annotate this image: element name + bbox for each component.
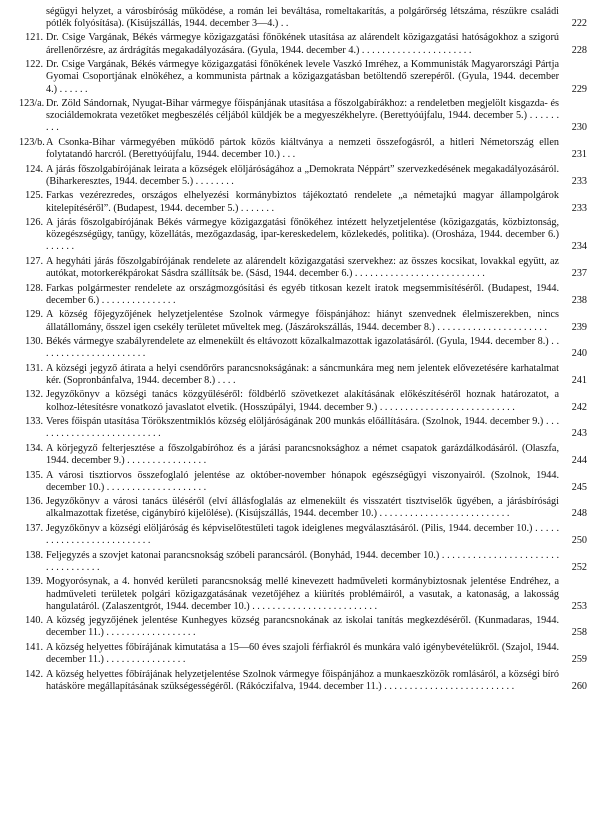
entry-number: 139. [25,576,43,588]
entry-page-number: 258 [571,627,587,639]
entry-title: Farkas vezérezredes, országos elhelyezési kormánybiztos tájékoztató rendelete „a németajkú magyar állampolgárok kitelepítéséről”. (Budapest, 1944. december 5.) . . . . . . . [46,190,559,214]
toc-entry [19,256,587,280]
entry-number: 123/b. [19,136,45,148]
entry-list [19,32,587,693]
entry-page-number: 244 [571,455,587,467]
toc-entry [19,642,587,666]
entry-title: Dr. Csige Vargának, Békés vármegye közigazgatási főnökének utasítása az alárendelt közigazgatási hatóságokhoz a szigorú árellenőrzésre, az árdrágítás megakadályozására. (Gyula, 1944. december 4.) . . . . . . . . . . . . . . . . . . . . . . [46,32,559,56]
entry-number: 128. [25,282,43,294]
entry-number: 124. [25,163,43,175]
entry-title: A községi jegyző átirata a helyi csendőrőrs parancsnokságának: a sáncmunkára meg nem jelentek elővezetésére karhatalmat kér. (Sopronbánfalva, 1944. december 8.) . . . . [46,362,559,386]
entry-title: Jegyzőkönyv a községi tanács közgyűléséről: földbérlő szövetkezet alakításának előkészítéséről hoznak határozatot, a kolhoz-létesítésre vonatkozó javaslatot elvetik. (Hosszúpályi, 1944. december 9.) . . . . . . . . . . . . . . . . . . . . . . . . . . . [46,389,559,413]
toc-entry [19,98,587,135]
toc-entry [19,496,587,520]
toc-entry [19,363,587,387]
entry-page-number: 252 [571,561,587,573]
entry-page-number: 233 [571,175,587,187]
entry-number: 132. [25,389,43,401]
continuation-entry [19,6,587,30]
entry-title: A hegyháti járás főszolgabírójának rendelete az alárendelt közigazgatási szervekhez: az összes kocsikat, lovakkal együtt, az autókat, motorkerékpárokat Sásdra szállítsák be. (Sásd, 1944. december 6.) . . . . . . . . . . . . . . . . . . . . . . . . . . [46,255,559,280]
entry-number: 121. [25,32,43,44]
entry-title: A városi tisztiorvos összefoglaló jelentése az október-november hónapok egészségügyi viszonyairól. (Szolnok, 1944. december 10.) . . . . . . . . . . . . . . . . . . . . [46,469,559,493]
entry-number: 123/a. [19,98,45,110]
toc-entry [19,470,587,494]
toc-entry [19,336,587,360]
entry-title: Feljegyzés a szovjet katonai parancsnokság szóbeli parancsáról. (Bonyhád, 1944. december 10.) . . . . . . . . . . . . . . . . . . . . . . . . . . . . . . . . . . [46,549,559,573]
toc-entry [19,669,587,693]
entry-page-number: 233 [571,202,587,214]
toc-entry [19,309,587,333]
entry-number: 137. [25,522,43,534]
toc-entry [19,164,587,188]
toc-entry [19,615,587,639]
toc-entry [19,389,587,413]
entry-page-number: 229 [571,83,587,95]
entry-page-number: 237 [571,268,587,280]
entry-page-number: 238 [571,294,587,306]
entry-title: Jegyzőkönyv a városi tanács üléséről (elví állásfoglalás az elmenekült és visszatért tisztviselők ügyében, a járásbírósági alkalmazottak fizetése, cigánybíró kijelölése). (Kisújszállás, 1944. december 10.) . . . . . . . . . . . . . . . . . . . . . . . . . . [46,496,559,520]
entry-page-number: 245 [571,481,587,493]
entry-page-number: 231 [571,149,587,161]
entry-title: A járás főszolgabírójának leirata a községek elöljáróságához a „Demokrata Néppárt” szervezkedésének megakadályozásáról. (Biharkeresztes, 1944. december 5.) . . . . . . . . [46,163,559,187]
entry-title: Mogyorósynak, a 4. honvéd kerületi parancsnokság mellé kinevezett hadműveleti kormánybiztosnak jelentése Endréhez, a hadműveleti területek polgári közigazgatásának vezetőjéhez a kiürítés problémáiról, a vasutak, a katonaság, a lakosság hangulatáról. (Zalaszentgrót, 1944. december 10.) . . . . . . . . . . . . . . . . . . . . . . . . . [46,576,559,612]
toc-entry [19,443,587,467]
entry-number: 125. [25,190,43,202]
entry-title: A község helyettes főbírájának helyzetjelentése Szolnok vármegye főispánjához a munkaeszközök romlásáról, a községi bíró hatásköre megállapításának szükségességéről. (Rákóczifalva, 1944. december 11.) . . . . . . . . . . . . . . . . . . . . . . . . . . [46,668,559,692]
continuation-page-number: 222 [571,18,587,30]
entry-title: A község jegyzőjének jelentése Kunhegyes község parancsnokának az iskolai tanítás megkezdéséről. (Kunmadaras, 1944. december 11.) . . . . . . . . . . . . . . . . . . [46,615,559,639]
entry-page-number: 250 [571,535,587,547]
entry-title: A körjegyző felterjesztése a főszolgabíróhoz és a járási parancsnoksághoz a német csapatok garázdálkodásáról. (Olaszfa, 1944. december 9.) . . . . . . . . . . . . . . . . [46,442,559,467]
toc-entry [19,217,587,254]
entry-page-number: 239 [571,321,587,333]
entry-title: Dr. Csige Vargának, Békés vármegye közigazgatási főnökének levele Vaszkó Imréhez, a Kommunisták Magyarországi Pártja Gyomai Csoportjának elnökéhez, a kommunista pártnak a közigazgatásban betöltendő szerepéről. (Gyula, 1944. december 4.) . . . . . . [46,59,559,95]
toc-entry [19,283,587,307]
entry-title: Dr. Zöld Sándornak, Nyugat-Bihar vármegye főispánjának utasítása a főszolgabírákhoz: a rendeletben megjelölt kisgazda- és szociáldemokrata vezetőket megbeszélés céljából küldjék be a megyeszékhelyre. (Berettyóújfalu, 1944. december 5.) . . . . . . . . . [46,98,559,134]
toc-entry [19,32,587,56]
entry-page-number: 234 [571,241,587,253]
toc-entry [19,416,587,440]
toc-entry [19,576,587,613]
entry-page-number: 241 [571,374,587,386]
entry-page-number: 230 [571,122,587,134]
entry-number: 136. [25,496,43,508]
entry-number: 126. [25,217,43,229]
table-of-contents [19,6,587,695]
entry-number: 122. [25,59,43,71]
entry-number: 138. [25,549,43,561]
entry-page-number: 228 [571,44,587,56]
toc-entry [19,523,587,547]
entry-title: Veres főispán utasítása Törökszentmiklós község elöljáróságának 200 munkás előállítására. (Szolnok, 1944. december 9.) . . . . . . . . . . . . . . . . . . . . . . . . . . [46,416,559,440]
entry-page-number: 248 [571,508,587,520]
entry-number: 131. [25,362,43,374]
entry-number: 141. [25,641,43,653]
entry-number: 129. [25,309,43,321]
entry-title: Békés vármegye szabályrendelete az elmenekült és eltávozott közalkalmazottak igazolatásáról. (Gyula, 1944. december 8.) . . . . . . . . . . . . . . . . . . . . . . [46,336,559,360]
entry-page-number: 240 [571,348,587,360]
entry-page-number: 260 [571,680,587,692]
toc-entry [19,137,587,161]
toc-entry [19,190,587,214]
entry-title: Jegyzőkönyv a községi elöljáróság és képviselőtestületi tagok ideiglenes megválasztásáról. (Pilis, 1944. december 10.) . . . . . . . . . . . . . . . . . . . . . . . . . . [46,522,559,547]
entry-number: 127. [25,255,43,267]
continuation-text: ségügyi helyzet, a városbíróság működése, a román lei beváltása, romeltakarítás, a polgárőrség létszáma, részükre családi pótlék folyósítása). (Kisújszállás, 1944. december 3—4.) . . [46,6,559,30]
toc-entry [19,59,587,96]
entry-number: 130. [25,336,43,348]
entry-number: 135. [25,469,43,481]
entry-number: 133. [25,416,43,428]
entry-page-number: 253 [571,600,587,612]
entry-page-number: 242 [571,401,587,413]
entry-title: A község főjegyzőjének helyzetjelentése Szolnok vármegye főispánjához: hiányt szenvednek élelmiszerekben, nincs állatállomány, ősszel igen csekély területet műveltek meg. (Jászárokszállás, 1944. december 8.) . . . . . . . . . . . . . . . . . . . . . . [46,309,559,333]
entry-number: 134. [25,442,43,454]
entry-title: A község helyettes főbírájának kimutatása a 15—60 éves szajoli férfiakról és munkára való igénybevételükről. (Szajol, 1944. december 11.) . . . . . . . . . . . . . . . . [46,641,559,666]
entry-number: 140. [25,615,43,627]
toc-entry [19,550,587,574]
entry-number: 142. [25,668,43,680]
entry-page-number: 243 [571,428,587,440]
entry-page-number: 259 [571,654,587,666]
entry-title: A Csonka-Bihar vármegyében működő pártok közös kiáltványa a nemzeti összefogásról, a hitleri Németország ellen folytatandó harcról. (Berettyóújfalu, 1944. december 10.) . . . [46,136,559,161]
entry-title: Farkas polgármester rendelete az országmozgósítási és egyéb titkosan kezelt iratok megsemmisítéséről. (Budapest, 1944. december 6.) . . . . . . . . . . . . . . . [46,282,559,306]
entry-title: A járás főszolgabírójának Békés vármegye közigazgatási főnökéhez intézett helyzetjelentése (közigazgatás, közbiztonság, közegészségügy, tanügy, közellátás, mezőgazdaság, ipar-kereskedelem, közlekedés, politika). (Orosháza, 1944. december 6.) . . . . . . [46,217,559,253]
